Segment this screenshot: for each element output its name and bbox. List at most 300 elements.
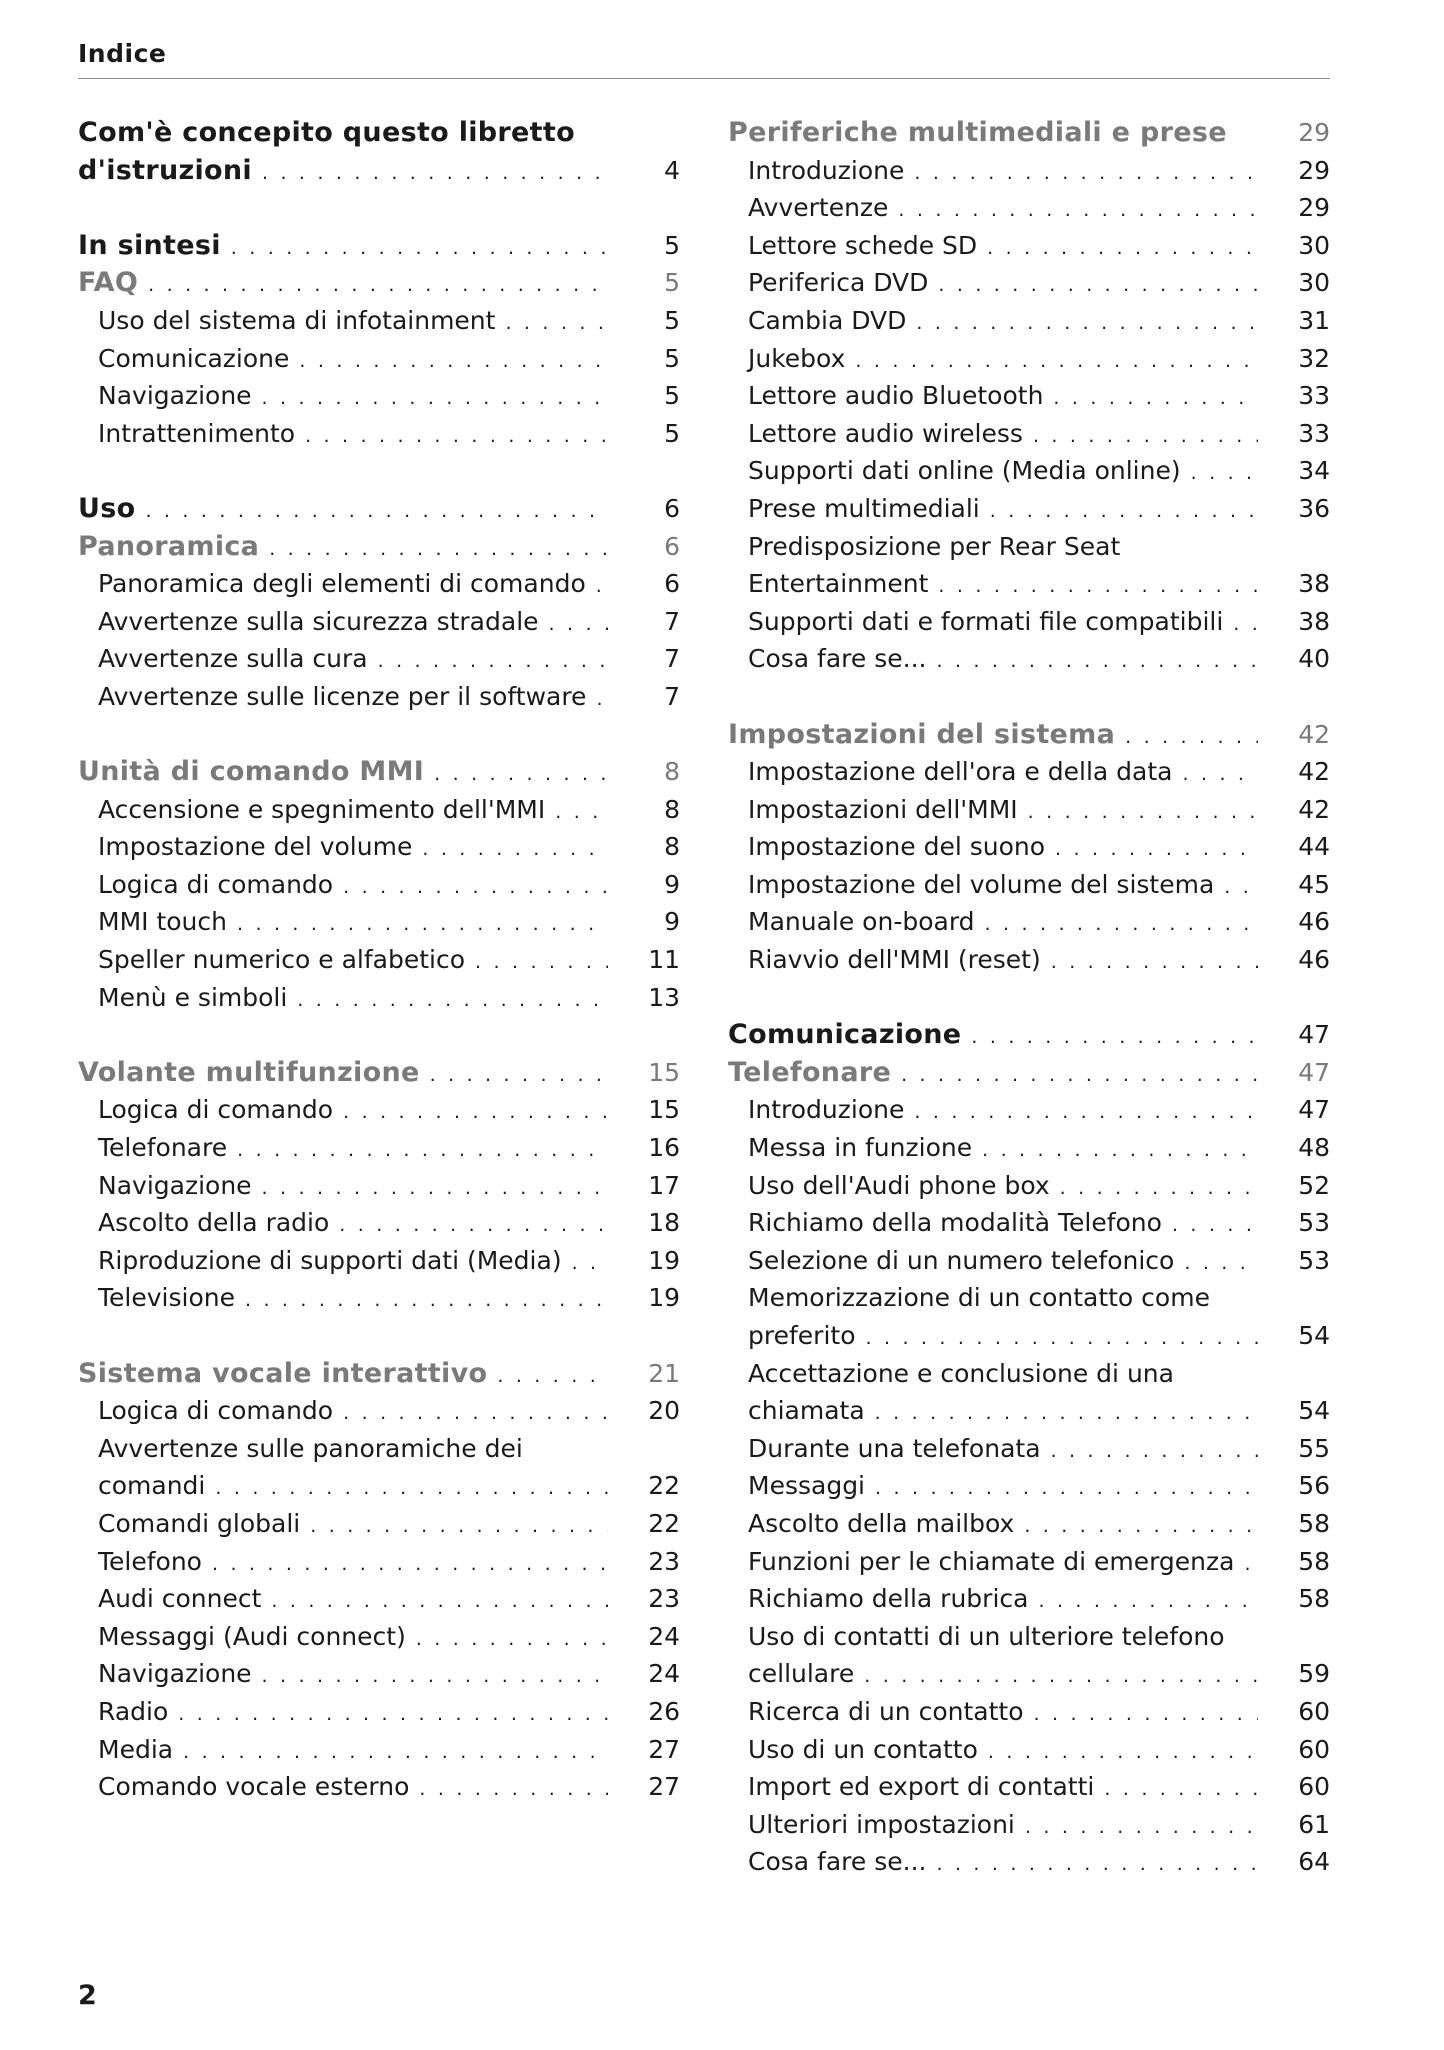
- toc-entry[interactable]: [728, 114, 1330, 152]
- toc-entry[interactable]: [728, 1054, 1330, 1092]
- toc-entry[interactable]: [728, 1806, 1330, 1844]
- toc-entry-title: Telefonare: [98, 1133, 228, 1163]
- toc-entry-title: Supporti dati e formati file compatibili: [748, 606, 1224, 636]
- toc-entry-page: 29: [1298, 193, 1330, 223]
- toc-entry-page: 60: [1298, 1696, 1330, 1726]
- dot-leader: [178, 1696, 608, 1734]
- toc-entry-page: 53: [1298, 1208, 1330, 1238]
- toc-entry-title: cellulare: [748, 1659, 855, 1689]
- dot-leader: [416, 1621, 608, 1659]
- toc-entry[interactable]: [728, 1618, 1330, 1656]
- dot-leader: [262, 1658, 608, 1696]
- toc-entry[interactable]: [78, 1392, 680, 1430]
- toc-entry[interactable]: [728, 152, 1330, 190]
- dot-leader: [1244, 1546, 1258, 1584]
- dot-leader: [1233, 606, 1258, 644]
- toc-entry-title: Import ed export di contatti: [748, 1772, 1095, 1802]
- toc-entry[interactable]: [78, 1580, 680, 1618]
- toc-entry-title: Comandi globali: [98, 1508, 301, 1538]
- toc-entry[interactable]: [728, 1843, 1330, 1881]
- toc-entry-title: Comunicazione: [98, 343, 290, 373]
- toc-entry-page: 5: [664, 305, 680, 335]
- page-header: [78, 38, 1330, 79]
- toc-entry-title: Impostazione dell'ora e della data: [748, 757, 1173, 787]
- toc-entry-page: 5: [664, 268, 680, 298]
- toc-entry-title: Televisione: [98, 1283, 235, 1313]
- toc-entry[interactable]: [728, 866, 1330, 904]
- toc-entry-title: d'istruzioni: [78, 154, 252, 186]
- toc-entry[interactable]: [728, 565, 1330, 603]
- toc-entry-page: 22: [648, 1471, 680, 1501]
- toc-entry-title: Ascolto della mailbox: [748, 1508, 1015, 1538]
- toc-entry-page: 17: [648, 1170, 680, 1200]
- toc-entry-page: 38: [1298, 606, 1330, 636]
- toc-entry[interactable]: [728, 828, 1330, 866]
- dot-leader: [936, 1846, 1258, 1884]
- toc-entry[interactable]: [78, 828, 680, 866]
- toc-entry-title: Introduzione: [748, 155, 905, 185]
- dot-leader: [914, 1094, 1258, 1132]
- toc-entry[interactable]: [728, 1430, 1330, 1468]
- toc-entry[interactable]: [728, 1167, 1330, 1205]
- toc-entry-title: Sistema vocale interattivo: [78, 1357, 488, 1389]
- toc-entry-title: Navigazione: [98, 1170, 252, 1200]
- toc-entry-page: 46: [1298, 907, 1330, 937]
- dot-leader: [1184, 1245, 1258, 1283]
- toc-entry[interactable]: [728, 753, 1330, 791]
- toc-entry-page: 11: [648, 945, 680, 975]
- toc-entry-page: 60: [1298, 1734, 1330, 1764]
- toc-entry-title: Messa in funzione: [748, 1133, 973, 1163]
- toc-entry[interactable]: [728, 1467, 1330, 1505]
- toc-entry-page: 42: [1298, 757, 1330, 787]
- toc-entry-title: Lettore audio Bluetooth: [748, 381, 1044, 411]
- toc-entry-page: 54: [1298, 1321, 1330, 1350]
- toc-entry-page: 34: [1298, 456, 1330, 486]
- toc-entry[interactable]: [728, 189, 1330, 227]
- toc-entry-page: 31: [1298, 305, 1330, 335]
- dot-leader: [555, 794, 608, 832]
- dot-leader: [901, 1057, 1258, 1095]
- dot-leader: [343, 1395, 608, 1433]
- dot-leader: [936, 643, 1258, 681]
- toc-entry-title: Richiamo della modalità Telefono: [748, 1208, 1162, 1238]
- dot-leader: [271, 1583, 608, 1621]
- toc-entry-page: 16: [648, 1133, 680, 1163]
- toc-entry-page: 5: [664, 230, 680, 260]
- dot-leader: [237, 1132, 608, 1170]
- toc-entry-title: Periferiche multimediali e prese: [728, 117, 1227, 148]
- toc-entry-title: Lettore audio wireless: [748, 418, 1023, 448]
- toc-entry-page: 23: [648, 1584, 680, 1614]
- dot-leader: [183, 1734, 608, 1772]
- dot-leader: [596, 568, 608, 606]
- toc-entry[interactable]: [78, 528, 680, 566]
- toc-entry[interactable]: [78, 490, 680, 528]
- toc-entry-page: 58: [1298, 1584, 1330, 1614]
- toc-entry[interactable]: [728, 1580, 1330, 1618]
- dot-leader: [262, 380, 608, 418]
- toc-entry[interactable]: [728, 377, 1330, 415]
- toc-entry-page: 29: [1298, 155, 1330, 185]
- dot-leader: [310, 1508, 608, 1546]
- dot-leader: [938, 568, 1258, 606]
- toc-entry-title: Entertainment: [748, 569, 929, 599]
- toc-entry-page: 58: [1298, 1546, 1330, 1576]
- toc-entry[interactable]: [78, 377, 680, 415]
- toc-entry-page: 15: [648, 1057, 680, 1087]
- toc-entry[interactable]: [78, 1505, 680, 1543]
- toc-entry[interactable]: [78, 941, 680, 979]
- toc-entry-title: MMI touch: [98, 907, 227, 937]
- toc-entry-title: Uso del sistema di infotainment: [98, 305, 496, 335]
- dot-leader: [982, 1132, 1258, 1170]
- toc-entry-title: Impostazione del volume del sistema: [748, 869, 1215, 899]
- toc-entry[interactable]: [728, 1768, 1330, 1806]
- dot-leader: [297, 982, 608, 1020]
- dot-leader: [1028, 794, 1258, 832]
- toc-entry-title: Unità di comando MMI: [78, 756, 425, 788]
- toc-entry-title: Prese multimediali: [748, 493, 980, 523]
- toc-entry[interactable]: [78, 1430, 680, 1468]
- toc-entry[interactable]: [78, 1655, 680, 1693]
- toc-entry-title: Supporti dati online (Media online): [748, 456, 1181, 486]
- toc-entry-title: Ulteriori impostazioni: [748, 1809, 1015, 1839]
- dot-leader: [1055, 831, 1258, 869]
- toc-entry-page: 56: [1298, 1471, 1330, 1501]
- dot-leader: [419, 1771, 608, 1809]
- dot-leader: [148, 267, 608, 305]
- toc-entry[interactable]: [78, 1204, 680, 1242]
- toc-entry-page: 9: [664, 869, 680, 899]
- toc-entry[interactable]: [728, 1655, 1330, 1693]
- toc-entry[interactable]: [728, 603, 1330, 641]
- toc-entry[interactable]: [78, 791, 680, 829]
- toc-entry-page: 6: [664, 569, 680, 599]
- dot-leader: [212, 1546, 608, 1584]
- toc-entry-title: Navigazione: [98, 1659, 252, 1689]
- toc-entry-page: 47: [1298, 1095, 1330, 1125]
- dot-leader: [864, 1658, 1258, 1696]
- toc-entry-page: 40: [1298, 644, 1330, 674]
- toc-entry[interactable]: [78, 753, 680, 791]
- toc-entry-title: Funzioni per le chiamate di emergenza: [748, 1546, 1235, 1576]
- toc-entry-title: chiamata: [748, 1396, 865, 1426]
- toc-entry[interactable]: [728, 340, 1330, 378]
- toc-entry-page: 30: [1298, 268, 1330, 298]
- toc-entry-title: Panoramica degli elementi di comando: [98, 569, 586, 599]
- toc-entry-title: Avvertenze sulla cura: [98, 644, 368, 674]
- toc-entry-title: Com'è concepito questo libretto: [78, 117, 575, 148]
- toc-entry-page: 42: [1298, 794, 1330, 824]
- toc-entry-page: 53: [1298, 1245, 1330, 1275]
- toc-entry-page: 32: [1298, 343, 1330, 373]
- dot-leader: [985, 906, 1258, 944]
- toc-entry-title: Panoramica: [78, 530, 260, 562]
- dot-leader: [475, 944, 608, 982]
- dot-leader: [215, 1470, 608, 1508]
- toc-entry[interactable]: [78, 1543, 680, 1581]
- toc-entry[interactable]: [78, 1242, 680, 1280]
- dot-leader: [938, 267, 1258, 305]
- dot-leader: [1051, 944, 1258, 982]
- toc-entry[interactable]: [78, 603, 680, 641]
- toc-entry-title: FAQ: [78, 267, 139, 299]
- toc-entry-title: Impostazione del suono: [748, 832, 1046, 862]
- dot-leader: [339, 1207, 608, 1245]
- toc-entry-title: preferito: [748, 1321, 856, 1350]
- dot-leader: [299, 343, 608, 381]
- toc-entry-title: comandi: [98, 1471, 206, 1501]
- toc-entry-page: 20: [648, 1396, 680, 1426]
- toc-entry[interactable]: [78, 1768, 680, 1806]
- toc-entry[interactable]: [728, 302, 1330, 340]
- toc-entry[interactable]: [728, 640, 1330, 678]
- toc-entry-page: 55: [1298, 1433, 1330, 1463]
- dot-leader: [505, 305, 608, 343]
- dot-leader: [596, 681, 608, 719]
- toc-entry-page: 52: [1298, 1170, 1330, 1200]
- toc-entry-title: Richiamo della rubrica: [748, 1584, 1029, 1614]
- toc-entry-page: 22: [648, 1508, 680, 1538]
- dot-leader: [1182, 756, 1258, 794]
- toc-entry-title: Cosa fare se...: [748, 644, 927, 674]
- toc-entry[interactable]: [728, 1543, 1330, 1581]
- toc-entry-title: Durante una telefonata: [748, 1433, 1041, 1463]
- dot-leader: [549, 606, 608, 644]
- dot-leader: [262, 1170, 608, 1208]
- toc-entry-page: 24: [648, 1621, 680, 1651]
- toc-entry-title: Riproduzione di supporti dati (Media): [98, 1245, 562, 1275]
- toc-entry-title: Selezione di un numero telefonico: [748, 1245, 1175, 1275]
- dot-leader: [145, 493, 608, 531]
- toc-entry-page: 38: [1298, 569, 1330, 599]
- toc-entry[interactable]: [78, 302, 680, 340]
- toc-entry-page: 61: [1298, 1809, 1330, 1839]
- toc-entry[interactable]: [78, 1731, 680, 1769]
- toc-entry-title: Logica di comando: [98, 1396, 334, 1426]
- toc-entry[interactable]: [78, 640, 680, 678]
- toc-entry-page: 21: [648, 1358, 680, 1388]
- toc-entry[interactable]: [78, 678, 680, 716]
- toc-entry-title: Uso di un contatto: [748, 1734, 978, 1764]
- toc-entry-title: Avvertenze sulle licenze per il software: [98, 681, 587, 711]
- toc-entry[interactable]: [728, 1505, 1330, 1543]
- dot-leader: [237, 906, 608, 944]
- toc-entry[interactable]: [728, 415, 1330, 453]
- toc-entry[interactable]: [728, 791, 1330, 829]
- toc-entry[interactable]: [78, 1279, 680, 1317]
- toc-right-column: [728, 114, 1330, 1881]
- toc-entry[interactable]: [78, 415, 680, 453]
- toc-entry[interactable]: [728, 1279, 1330, 1317]
- toc-entry-page: 26: [648, 1696, 680, 1726]
- toc-entry-title: Uso dell'Audi phone box: [748, 1170, 1050, 1200]
- toc-entry[interactable]: [728, 941, 1330, 979]
- dot-leader: [1034, 1696, 1259, 1734]
- toc-entry[interactable]: [78, 565, 680, 603]
- toc-entry-page: 8: [664, 832, 680, 862]
- dot-leader: [990, 493, 1258, 531]
- dot-leader: [245, 1282, 608, 1320]
- toc-entry-page: 15: [648, 1095, 680, 1125]
- toc-entry[interactable]: [728, 903, 1330, 941]
- toc-entry-page: 19: [648, 1283, 680, 1313]
- toc-entry[interactable]: [728, 1129, 1330, 1167]
- toc-entry-title: Cosa fare se...: [748, 1847, 927, 1877]
- toc-entry-title: Uso di contatti di un ulteriore telefono: [748, 1621, 1225, 1651]
- dot-leader: [971, 1019, 1258, 1057]
- toc-entry-page: 33: [1298, 381, 1330, 411]
- dot-leader: [262, 155, 608, 193]
- toc-entry-page: 8: [664, 757, 680, 787]
- toc-entry[interactable]: [78, 1467, 680, 1505]
- toc-entry[interactable]: [78, 227, 680, 265]
- toc-entry[interactable]: [728, 1016, 1330, 1054]
- toc-entry-page: 4: [664, 155, 680, 185]
- toc-entry-page: 45: [1298, 869, 1330, 899]
- toc-entry-title: Audi connect: [98, 1584, 262, 1614]
- toc-entry[interactable]: [78, 1355, 680, 1393]
- toc-entry-title: Introduzione: [748, 1095, 905, 1125]
- toc-entry-page: 30: [1298, 230, 1330, 260]
- toc-entry-title: Radio: [98, 1696, 169, 1726]
- dot-leader: [916, 305, 1258, 343]
- toc-entry-title: Cambia DVD: [748, 305, 907, 335]
- toc-entry-page: 54: [1298, 1396, 1330, 1426]
- toc-entry-title: Accettazione e conclusione di una: [748, 1358, 1174, 1388]
- toc-entry-page: 47: [1298, 1057, 1330, 1087]
- toc-entry-page: 7: [664, 644, 680, 674]
- toc-entry-page: 27: [648, 1772, 680, 1802]
- toc-entry[interactable]: [728, 452, 1330, 490]
- toc-entry[interactable]: [78, 1693, 680, 1731]
- toc-entry-page: 24: [648, 1659, 680, 1689]
- toc-entry[interactable]: [78, 1054, 680, 1092]
- toc-entry[interactable]: [728, 1091, 1330, 1129]
- toc-entry-title: Volante multifunzione: [78, 1056, 420, 1088]
- toc-entry[interactable]: [728, 1317, 1330, 1355]
- toc-entry-page: 44: [1298, 832, 1330, 862]
- toc-entry-page: 7: [664, 681, 680, 711]
- dot-leader: [1051, 1433, 1258, 1471]
- toc-entry-page: 6: [664, 493, 680, 523]
- page-number: 2: [78, 1980, 97, 2011]
- dot-leader: [1053, 380, 1258, 418]
- toc-entry[interactable]: [728, 528, 1330, 566]
- toc-entry[interactable]: [78, 866, 680, 904]
- toc-entry-title: Memorizzazione di un contatto come: [748, 1283, 1210, 1313]
- dot-leader: [1224, 869, 1258, 907]
- dot-leader: [305, 418, 608, 456]
- dot-leader: [231, 230, 608, 268]
- toc-entry-page: 47: [1298, 1020, 1330, 1050]
- toc-entry-title: Ascolto della radio: [98, 1208, 330, 1238]
- toc-entry-page: 9: [664, 907, 680, 937]
- toc-entry-title: Predisposizione per Rear Seat: [748, 531, 1121, 561]
- toc-entry[interactable]: [728, 1204, 1330, 1242]
- toc-entry-title: Impostazioni del sistema: [728, 718, 1116, 750]
- toc-entry-title: Avvertenze: [748, 193, 889, 223]
- toc-entry[interactable]: [728, 1355, 1330, 1393]
- toc-entry-title: Telefono: [98, 1546, 202, 1576]
- dot-leader: [914, 155, 1258, 193]
- toc-entry[interactable]: [728, 1242, 1330, 1280]
- toc-entry-page: 33: [1298, 418, 1330, 448]
- toc-entry-page: 42: [1298, 719, 1330, 749]
- toc-entry-page: 64: [1298, 1847, 1330, 1877]
- dot-leader: [875, 1470, 1258, 1508]
- dot-leader: [1172, 1207, 1258, 1245]
- toc-entry-title: Periferica DVD: [748, 268, 929, 298]
- toc-entry[interactable]: [728, 716, 1330, 754]
- toc-entry[interactable]: [728, 227, 1330, 265]
- toc-entry[interactable]: [78, 1618, 680, 1656]
- toc-entry[interactable]: [78, 114, 680, 152]
- toc-entry-page: 5: [664, 418, 680, 448]
- toc-entry-title: Media: [98, 1734, 174, 1764]
- dot-leader: [1104, 1771, 1258, 1809]
- toc-entry[interactable]: [78, 264, 680, 302]
- toc-entry[interactable]: [728, 264, 1330, 302]
- toc-entry[interactable]: [728, 1731, 1330, 1769]
- toc-entry[interactable]: [728, 490, 1330, 528]
- toc-entry[interactable]: [78, 340, 680, 378]
- dot-leader: [988, 1734, 1258, 1772]
- toc-entry-page: 27: [648, 1734, 680, 1764]
- dot-leader: [572, 1245, 608, 1283]
- toc-entry-title: Avvertenze sulle panoramiche dei: [98, 1433, 523, 1463]
- dot-leader: [430, 1057, 608, 1095]
- dot-leader: [1125, 719, 1258, 757]
- toc-entry-page: 58: [1298, 1508, 1330, 1538]
- dot-leader: [1038, 1583, 1258, 1621]
- toc-entry[interactable]: [78, 979, 680, 1017]
- dot-leader: [1033, 418, 1258, 456]
- toc-entry-page: 8: [664, 794, 680, 824]
- toc-entry-page: 36: [1298, 493, 1330, 523]
- dot-leader: [987, 230, 1258, 268]
- toc-entry[interactable]: [728, 1693, 1330, 1731]
- toc-entry-title: Navigazione: [98, 381, 252, 411]
- toc-entry-page: 23: [648, 1546, 680, 1576]
- dot-leader: [1025, 1809, 1258, 1847]
- toc-entry-title: Comando vocale esterno: [98, 1772, 410, 1802]
- toc-entry-page: 60: [1298, 1772, 1330, 1802]
- toc-entry-title: Impostazioni dell'MMI: [748, 794, 1018, 824]
- toc-entry[interactable]: [78, 1129, 680, 1167]
- dot-leader: [434, 756, 608, 794]
- toc-entry[interactable]: [78, 152, 680, 190]
- toc-entry-title: Manuale on-board: [748, 907, 975, 937]
- header-title: Indice: [78, 39, 167, 68]
- toc-entry-title: Intrattenimento: [98, 418, 296, 448]
- toc-entry[interactable]: [78, 1167, 680, 1205]
- toc-entry-title: Messaggi (Audi connect): [98, 1621, 406, 1651]
- toc-entry[interactable]: [78, 903, 680, 941]
- dot-leader: [875, 1395, 1258, 1433]
- toc-entry-title: Menù e simboli: [98, 982, 288, 1012]
- toc-entry[interactable]: [78, 1091, 680, 1129]
- dot-leader: [1191, 455, 1258, 493]
- toc-entry-page: 5: [664, 381, 680, 411]
- toc-entry-page: 5: [664, 343, 680, 373]
- dot-leader: [269, 531, 608, 569]
- toc-entry-page: 29: [1298, 118, 1330, 147]
- toc-entry-page: 6: [664, 531, 680, 561]
- toc-entry[interactable]: [728, 1392, 1330, 1430]
- toc-entry-title: Accensione e spegnimento dell'MMI: [98, 794, 546, 824]
